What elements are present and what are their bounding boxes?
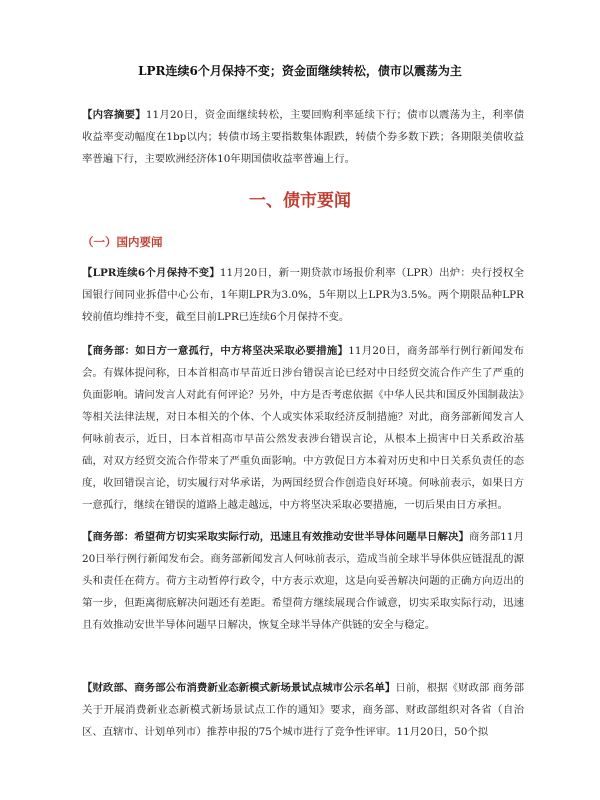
news-item-mofcom-japan	[82, 340, 524, 516]
news-item-text: 11月20日，商务部举行例行新闻发布会。有媒体提问称，日本首相高市早苗近日涉台错误言论已经对中日经贸交流合作产生了严重的负面影响。请问发言人对此有何评论？另外，中方是否考虑依据《中华人民共和国反外国制裁法》等相关法律法规，对日本相关的个体、个人或实体采取经济反制措施？对此，商务部新闻发言人何咏前表示，近日，日本首相高市早苗公然发表涉台错误言论，从根本上损害中日关系政治基础，对双方经贸交流合作带来了严重负面影响。中方敦促日方本着对历史和中日关系负责任的态度，收回错误言论，切实履行对华承诺，为两国经贸合作创造良好环境。何咏前表示，如果日方一意孤行，继续在错误的道路上越走越远，中方将坚决采取必要措施，一切后果由日方承担。	[82, 345, 524, 511]
news-item-lead: 【商务部：如日方一意孤行，中方将坚决采取必要措施】	[82, 345, 349, 357]
subsection-heading-domestic-news: （一）国内要闻	[82, 235, 163, 249]
section-heading-bond-news: 一、债市要闻	[249, 191, 351, 211]
news-item-mofcom-nexperia	[82, 526, 524, 636]
news-item-lead: 【LPR连续6个月保持不变】	[82, 267, 220, 279]
news-item-lead: 【商务部：希望荷方切实采取实际行动，迅速且有效推动安世半导体问题早日解决】	[82, 531, 469, 543]
news-item-lead: 【财政部、商务部公布消费新业态新模式新场景试点城市公示名单】	[82, 682, 396, 694]
news-item-text: 11月20日，新一期贷款市场报价利率（LPR）出炉：央行授权全国银行间同业拆借中心公布，1年期LPR为3.0%，5年期以上LPR为3.5%。两个期限品种LPR较前值均维持不变，截至目前LPR已连续6个月保持不变。	[82, 267, 525, 323]
news-item-text: 日前，根据《财政部 商务部关于开展消费新业态新模式新场景试点工作的通知》要求，商务部、财政部组织对各省（自治区、直辖市、计划单列市）推荐申报的75个城市进行了竞争性评审。11月20日，50个拟	[82, 682, 525, 738]
abstract-text: 11月20日，资金面继续转松，主要回购利率延续下行；债市以震荡为主，利率债收益率变动幅度在1bp以内；转债市场主要指数集体跟跌，转债个券多数下跌；各期限美债收益率普遍下行，主要欧洲经济体10年期国债收益率普遍上行。	[82, 109, 524, 165]
document-title: LPR连续6个月保持不变；资金面继续转松，债市以震荡为主	[138, 64, 462, 78]
news-item-text: 商务部11月20日举行例行新闻发布会。商务部新闻发言人何咏前表示，造成当前全球半导体供应链混乱的源头和责任在荷方。荷方主动暂停行政令，中方表示欢迎，这是向妥善解决问题的正确方向迈出的第一步，但距离彻底解决问题还有差距。希望荷方继续展现合作诚意，切实采取实际行动，迅速且有效推动安世半导体问题早日解决，恢复全球半导体产供链的安全与稳定。	[82, 531, 524, 631]
news-item-pilot-cities	[82, 677, 524, 743]
abstract-lead: 【内容摘要】	[82, 109, 146, 121]
abstract-paragraph	[82, 104, 524, 170]
news-item-lpr	[82, 262, 524, 328]
